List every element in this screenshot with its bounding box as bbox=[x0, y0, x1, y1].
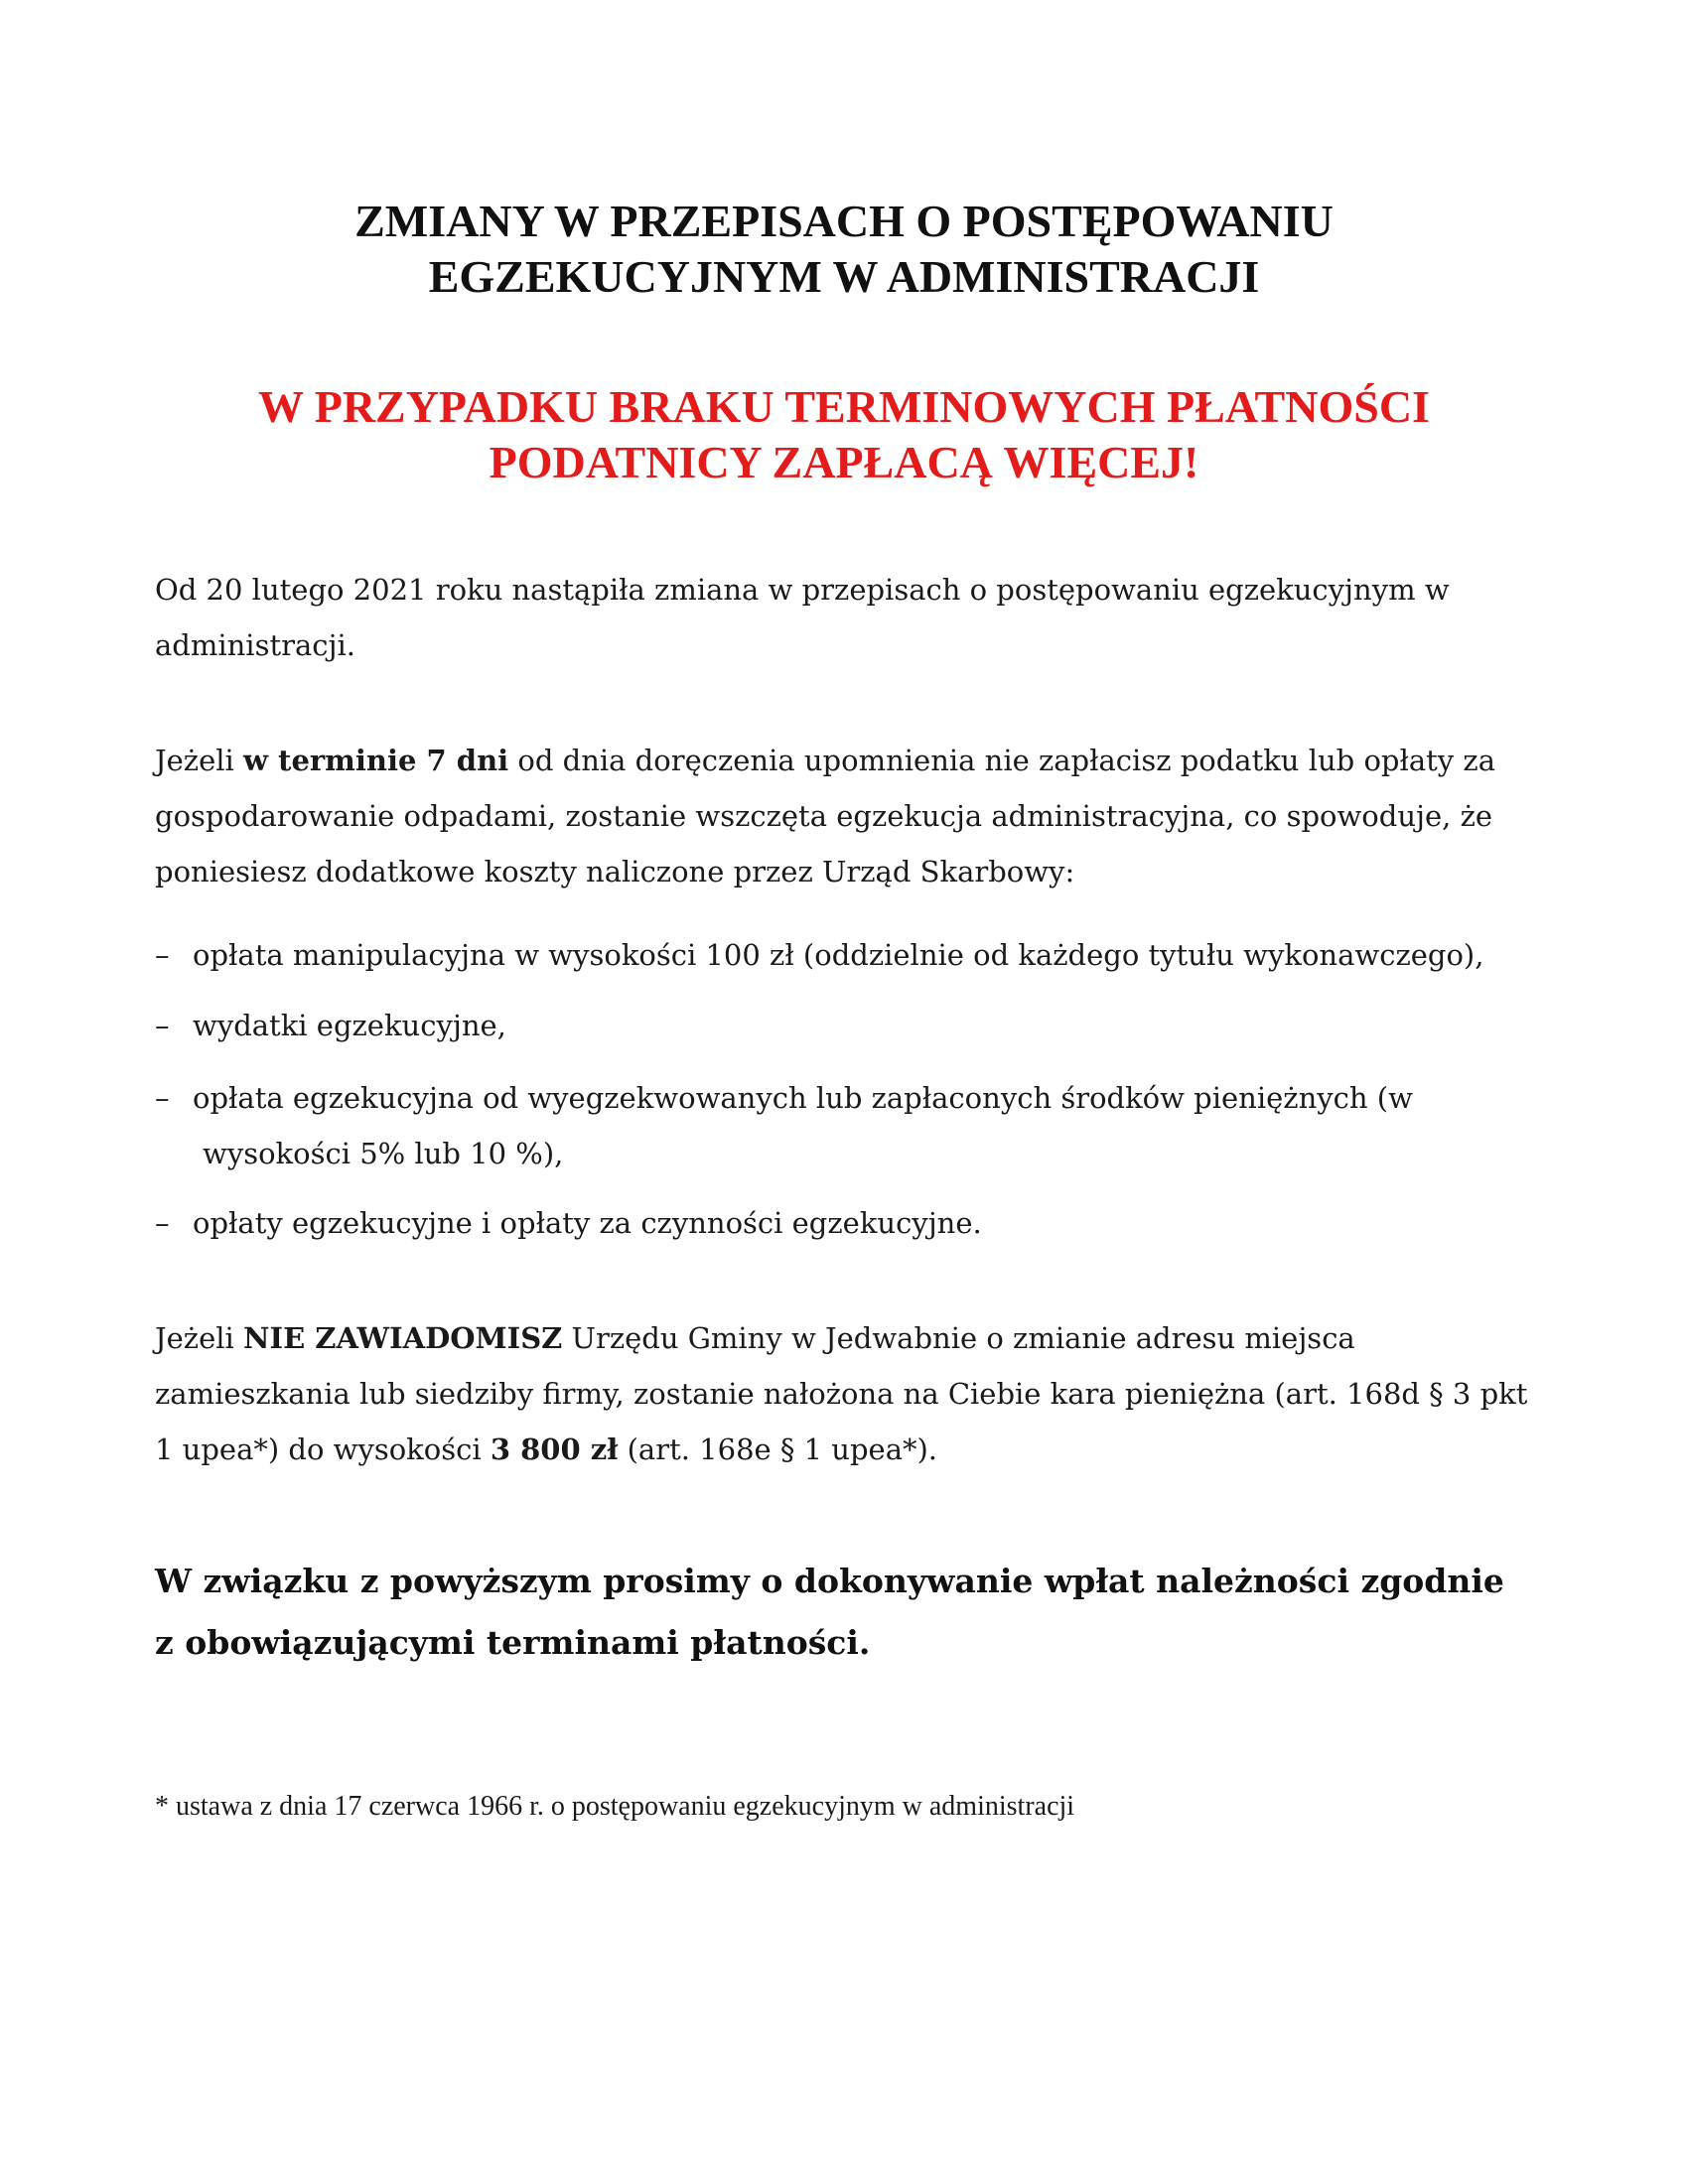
list-item-line bbox=[155, 927, 1545, 983]
list-item-text: opłata manipulacyjna w wysokości 100 zł (oddzielnie od każdego tytułu wykonawczego), bbox=[193, 938, 1484, 972]
footnote: * ustawa z dnia 17 czerwca 1966 r. o postępowaniu egzekucyjnym w administracji bbox=[155, 1791, 1075, 1822]
intro-line-2: administracji. bbox=[155, 628, 355, 662]
deadline-line-1 bbox=[155, 733, 1545, 788]
dash-bullet: – bbox=[155, 938, 170, 972]
intro-line-1: Od 20 lutego 2021 roku nastąpiła zmiana w przepisach o postępowaniu egzekucyjnym w bbox=[155, 573, 1450, 607]
list-item-continuation: wysokości 5% lub 10 %), bbox=[203, 1137, 564, 1170]
dash-bullet: – bbox=[155, 1081, 170, 1115]
deadline-prefix: Jeżeli bbox=[155, 744, 243, 777]
penalty-emphasis: NIE ZAWIADOMISZ bbox=[243, 1321, 563, 1355]
dash-bullet: – bbox=[155, 1009, 170, 1042]
list-item-text: opłaty egzekucyjne i opłaty za czynności egzekucyjne. bbox=[193, 1206, 982, 1240]
penalty-line-2: zamieszkania lub siedziby firmy, zostanie nałożona na Ciebie kara pieniężna (art. 168d § 3 pkt bbox=[155, 1377, 1528, 1411]
deadline-suffix: od dnia doręczenia upomnienia nie zapłacisz podatku lub opłaty za bbox=[508, 744, 1495, 777]
intro-paragraph bbox=[155, 562, 1545, 673]
deadline-paragraph bbox=[155, 733, 1545, 899]
list-item-text: opłata egzekucyjna od wyegzekwowanych lub zapłaconych środków pieniężnych (w bbox=[193, 1081, 1413, 1115]
page-title bbox=[0, 194, 1688, 305]
title-line-2: EGZEKUCYJNYM W ADMINISTRACJI bbox=[428, 251, 1260, 302]
subtitle-line-1: W PRZYPADKU BRAKU TERMINOWYCH PŁATNOŚCI bbox=[258, 381, 1430, 432]
deadline-line-3: poniesiesz dodatkowe koszty naliczone przez Urząd Skarbowy: bbox=[155, 855, 1075, 888]
penalty-line-1 bbox=[155, 1310, 1545, 1366]
penalty-amount: 3 800 zł bbox=[490, 1433, 619, 1466]
closing-line-2: z obowiązującymi terminami płatności. bbox=[155, 1623, 871, 1662]
list-item bbox=[155, 927, 1545, 983]
penalty-line-3-suffix: (art. 168e § 1 upea*). bbox=[618, 1433, 938, 1466]
deadline-emphasis: w terminie 7 dni bbox=[243, 744, 509, 777]
penalty-line-3-prefix: 1 upea*) do wysokości bbox=[155, 1433, 491, 1466]
list-item-line bbox=[155, 1195, 1545, 1251]
penalty-suffix: Urzędu Gminy w Jedwabnie o zmianie adresu miejsca bbox=[562, 1321, 1355, 1355]
list-item bbox=[155, 1070, 1545, 1181]
closing-line-1: W związku z powyższym prosimy o dokonywanie wpłat należności zgodnie bbox=[155, 1562, 1504, 1600]
subtitle-line-2: PODATNICY ZAPŁACĄ WIĘCEJ! bbox=[489, 437, 1199, 487]
closing-request bbox=[155, 1551, 1565, 1674]
title-line-1: ZMIANY W PRZEPISACH O POSTĘPOWANIU bbox=[354, 196, 1334, 246]
penalty-line-3 bbox=[155, 1422, 1545, 1477]
penalty-prefix: Jeżeli bbox=[155, 1321, 243, 1355]
warning-subtitle bbox=[0, 379, 1688, 490]
list-item-line bbox=[155, 1070, 1545, 1126]
dash-bullet: – bbox=[155, 1206, 170, 1240]
list-item-line bbox=[155, 998, 1545, 1053]
deadline-line-2: gospodarowanie odpadami, zostanie wszczęta egzekucja administracyjna, co spowoduje, że bbox=[155, 799, 1493, 833]
list-item-text: wydatki egzekucyjne, bbox=[193, 1009, 506, 1042]
list-item bbox=[155, 998, 1545, 1053]
penalty-paragraph bbox=[155, 1310, 1545, 1477]
list-item bbox=[155, 1195, 1545, 1251]
